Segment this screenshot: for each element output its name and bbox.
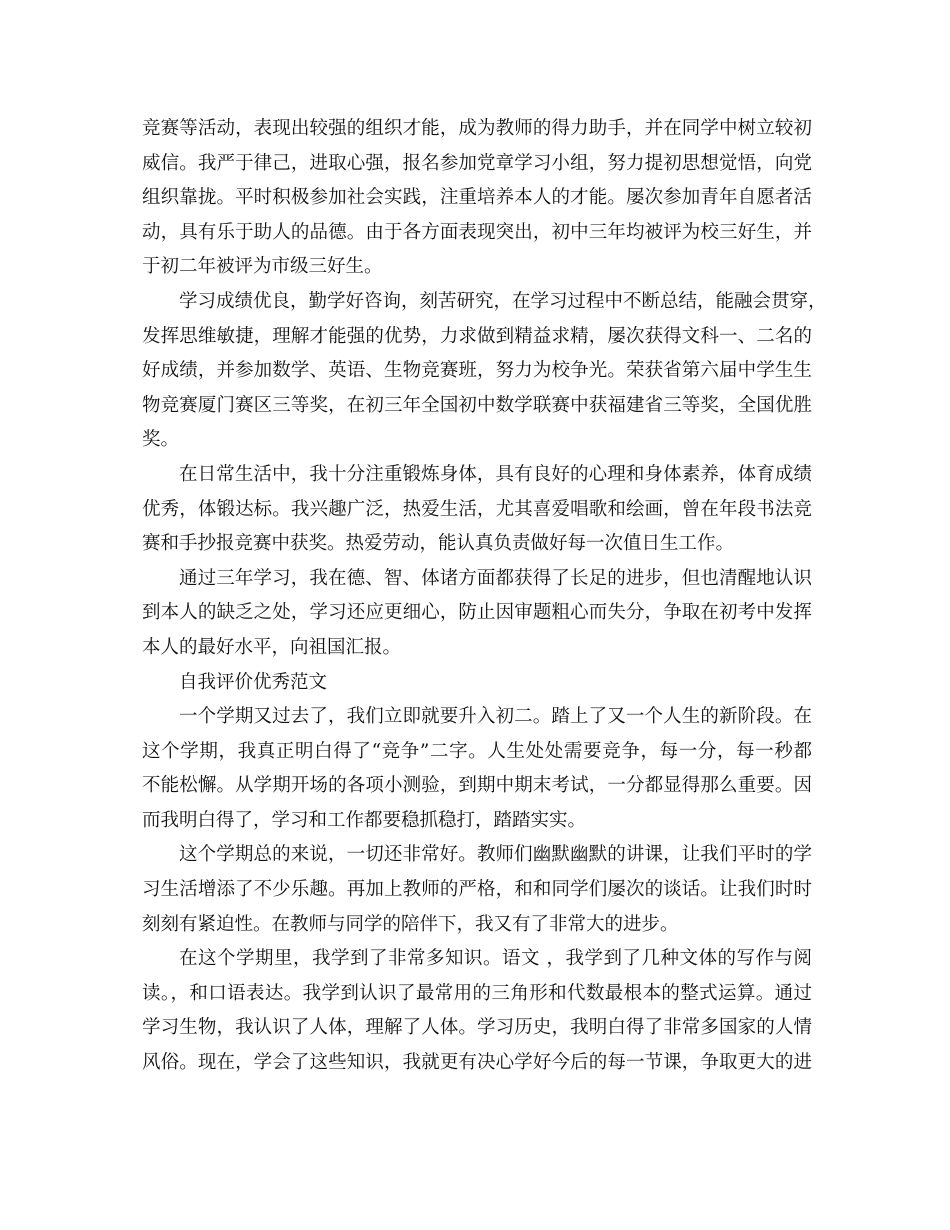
text-line: 通过三年学习，我在德、智、体诸方面都获得了长足的进步，但也清醒地认识 <box>179 567 812 589</box>
text-line: 到本人的缺乏之处，学习还应更细心，防止因审题粗心而失分，争取在初考中发挥 <box>142 602 812 624</box>
text-line: 风俗。现在，学会了这些知识，我就更有决心学好今后的每一节课，争取更大的进 <box>142 1052 812 1074</box>
text-line: 组织靠拢。平时积极参加社会实践，注重培养本人的才能。屡次参加青年自愿者活 <box>142 187 812 209</box>
text-line: 而我明白得了，学习和工作都要稳抓稳打，踏踏实实。 <box>142 809 587 831</box>
text-line: 好成绩，并参加数学、英语、生物竞赛班，努力为校争光。荣获省第六届中学生生 <box>142 360 812 382</box>
text-line: 发挥思维敏捷，理解才能强的优势，力求做到精益求精，屡次获得文科一、二名的 <box>142 325 812 347</box>
text-line: 奖。 <box>142 429 180 451</box>
text-line: 这个学期，我真正明白得了“竞争”二字。人生处处需要竞争，每一分，每一秒都 <box>142 740 812 762</box>
text-line: 优秀，体锻达标。我兴趣广泛，热爱生活，尤其喜爱唱歌和绘画，曾在年段书法竞 <box>142 498 812 520</box>
text-line: 学习生物，我认识了人体，理解了人体。学习历史，我明白得了非常多国家的人情 <box>142 1017 812 1039</box>
text-line: 竞赛等活动，表现出较强的组织才能，成为教师的得力助手，并在同学中树立较初 <box>142 118 812 139</box>
text-line: 威信。我严于律己，进取心强，报名参加党章学习小组，努力提初思想觉悟，向党 <box>142 152 812 174</box>
text-line: 不能松懈。从学期开场的各项小测验，到期中期末考试，一分都显得那么重要。因 <box>142 775 812 797</box>
text-line: 动，具有乐于助人的品德。由于各方面表现突出，初中三年均被评为校三好生，并 <box>142 221 812 243</box>
text-line: 刻刻有紧迫性。在教师与同学的陪伴下，我又有了非常大的进步。 <box>142 913 679 935</box>
text-line: 于初二年被评为市级三好生。 <box>142 256 383 278</box>
text-line: 赛和手抄报竞赛中获奖。热爱劳动，能认真负责做好每一次值日生工作。 <box>142 533 735 555</box>
text-line: 自我评价优秀范文 <box>179 671 328 693</box>
text-line: 习生活增添了不少乐趣。再加上教师的严格，和和同学们屡次的谈话。让我们时时 <box>142 879 812 901</box>
text-line: 这个学期总的来说，一切还非常好。教师们幽默幽默的讲课，让我们平时的学 <box>179 844 812 866</box>
text-line: 一个学期又过去了，我们立即就要升入初二。踏上了又一个人生的新阶段。在 <box>179 706 812 728</box>
text-line: 物竞赛厦门赛区三等奖，在初三年全国初中数学联赛中获福建省三等奖，全国优胜 <box>142 394 812 416</box>
text-line: 本人的最好水平，向祖国汇报。 <box>142 636 402 658</box>
document-body <box>142 112 827 1081</box>
text-line: 在日常生活中，我十分注重锻炼身体，具有良好的心理和身体素养，体育成绩 <box>179 463 812 485</box>
text-line: 学习成绩优良，勤学好咨询，刻苦研究，在学习过程中不断总结，能融会贯穿， <box>179 290 827 312</box>
text-line: 在这个学期里，我学到了非常多知识。语文 ，我学到了几种文体的写作与阅 <box>179 948 812 970</box>
text-line: 读。，和口语表达。我学到认识了最常用的三角形和代数最根本的整式运算。通过 <box>142 982 812 1004</box>
